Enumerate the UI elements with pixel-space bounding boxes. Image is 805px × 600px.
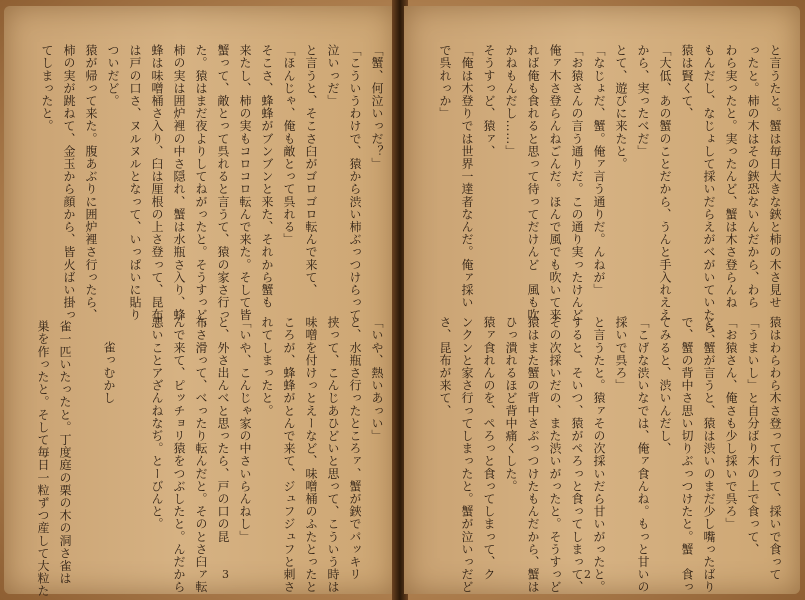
text-column: と言うと、そこさ臼がゴロゴロ転んで来て、 [304,44,318,296]
text-column: 「ほんじゃ、俺も敵とって呉れる」 [282,44,296,246]
text-column: 「なじょだ、蟹。俺ァ言う通りだ。んねが」 [592,44,606,296]
text-column: 蟹って、敵とって呉れると言うて、猿の家さ行っ [216,44,230,322]
text-column: 挟って、こんじあひどいと思って、こういう時は [326,316,340,594]
text-column: すると、そいつ、猿がペろっと食ってしまって、 [570,316,584,594]
text-column: た。猿はまだ夜よりしてねがったと。そうすっど、 [194,44,208,334]
text-column: と言うたと。猿ァその次採いだら甘いがったと。 [592,316,606,594]
text-column: れてしまったと。 [260,316,274,417]
text-column: 猿はまた蟹の背中さぶっつけたもんだから、蟹は [526,316,540,594]
text-column: 猿が帰って来た。腹あぶりに囲炉裡さ行ったら、 [84,44,98,322]
text-column: 「お猿さんの言う通りだ。この通り実ったけんど [570,44,584,322]
right-upper-text [434,44,786,347]
text-column: と、水瓶さ行ったところァ、蟹が鋏でパッキリ [348,316,362,581]
text-column: てしまったと。 [40,44,54,133]
text-column: 「こげな渋いなでは、俺ァ食んね。もっと甘いの [636,316,650,594]
text-column: は戸の口さ、ヌルヌルとなって、いっぱいに貼り [128,44,142,322]
text-column: 「こういうわけで、猿から渋い柿ぶっつけらって [348,44,362,322]
text-column: 蜂は味噌桶さ入り、臼は厘根の上さ登って、昆布 [150,44,164,322]
text-column: と言うたと。蟹は毎日大きな鋏と柿の木さ見せ [768,44,782,309]
text-column: その次採いだの、また渋いがったと。そうすっど [548,316,562,594]
text-column: ひっ潰れるほど背中痛くした。 [504,316,518,493]
text-column: 泣いっだ」 [326,44,340,107]
text-column: 「いや、熱いあっい」 [370,316,384,442]
text-column: 猿ァ食れんのを、ペろっと食ってしまって、ク [482,316,496,581]
text-column: さ、昆布が来て、 [438,316,452,417]
text-column: ころが、蜂蜂がとんで来て、ジュフジュフと刺さ [282,316,296,594]
text-column: 「いや、こんじゃ家の中さいらんねし」 [238,316,252,543]
left-lower-text [146,316,388,594]
text-column: 採いで呉ろ」 [614,316,628,392]
text-column: 俺ァ木さ登らんねごんだ。ほんで風でも吹いて来 [548,44,562,322]
text-column: んで来て、ピッチョリ猿をつぶしたと。んだから [172,316,186,594]
page-number-right: 2 [584,568,591,581]
text-column: ンクンと家さ行ってしまったと。蟹が泣いっだど [460,316,474,594]
left-page [4,6,396,598]
page-number-left: 3 [222,568,229,581]
text-column: 巣を作ったと。そして毎日一粒ずつ産して大粒た [36,320,50,598]
text-column: ったと。柿の木はその鋏恐ないんだから、わら [746,44,760,309]
text-column: 悪いことアざんねなぢ。とーびんと。 [150,316,164,531]
text-column: 「蟹、何泣いっだ？」 [370,44,384,170]
text-column: わら実ったと。実ったんど、蟹は木さ登らんね [724,44,738,309]
left-upper-text [36,44,388,334]
text-column: から、実ったべだ」 [636,44,650,158]
text-column: れば俺も食れると思って待ってだけんど 風も吹 [526,44,540,322]
text-column: で、蟹の背中さ思い切りぶっつけたと。蟹 食っ [680,316,694,594]
text-column: 柿の実が跳ねて、金玉から顔から、皆火ばい掛っ [62,44,76,322]
right-lower-text [434,316,786,594]
text-column: 布さ滑って、べったり転んだと。そのとさ臼ァ転 [194,316,208,594]
text-column: もんだし、なじょして採いだらえがべがいていたら、 [702,44,716,347]
text-column: とて、遊びに来たと。 [614,44,628,170]
text-column: 柿の実は囲炉裡の中さ隠れ、蟹は水瓶さ入り、蜂 [172,44,186,322]
text-column: 「お猿さん、俺さも少し採いで呉ろ」 [724,316,738,531]
text-column: で呉れっか」 [438,44,452,120]
story2-title: 雀っむかし [102,341,116,404]
text-column: 雀一匹いたったと。丁度庭の栗の木の洞さ雀は [58,320,72,585]
text-column: 「うまいし」と自分ばり木の上で食って、 [746,316,760,556]
text-column: 猿はわらわら木さ登って行って、採いで食って [768,316,782,581]
text-column: そこさ、蜂蜂がブンブンと来た、それから蟹も [260,44,274,309]
text-column: かねもんだし……」 [504,44,518,158]
right-page [404,6,800,594]
text-column: と、外さ出んべと思ったら、戸の口の昆 [216,316,230,543]
text-column: 猿は賢くて、 [680,44,694,120]
story2-text [32,320,76,598]
text-column: ついだど。 [106,44,120,107]
text-column: 「大低、あの蟹のことだから、うんと手入れええ [658,44,672,322]
text-column: そうすっど、猿ァ、 [482,44,496,158]
text-column: てみると、渋いんだし、 [658,316,672,455]
text-column: と、蟹が言うと、猿は渋いのまだ少し嘴ったばり [702,316,716,594]
text-column: 「俺は木登りでは世界一達者なんだ。俺ァ採い [460,44,474,309]
text-column: 来たし、柿の実もコロコロ転んで来た。そして皆 [238,44,252,322]
text-column: 味噌を付けっとえーなど、味噌桶のふたとったと [304,316,318,594]
